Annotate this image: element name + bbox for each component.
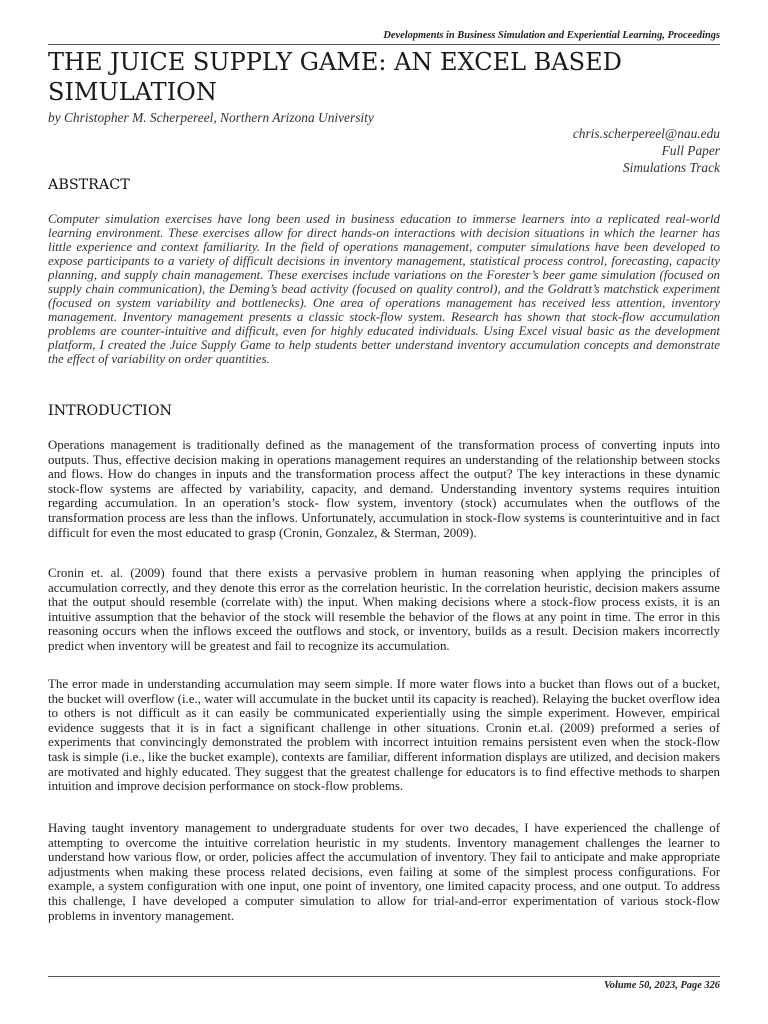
intro-paragraph-1: Operations management is traditionally defined as the management of the transformation process of converting inputs into outputs. Thus, effective decision making in operations management requires an understanding of the relationship between stocks and flows. How do changes in inputs and the transformation process affect the output? The key interactions in these dynamic stock-flow systems are affected by variability, capacity, and demand. Understanding inventory systems requires intuition regarding accumulation. In an operation’s stock- flow system, inventory (stock) accumulates when the outflows of the transformation process are less than the inflows. Unfortunately, accumulation in stock-flow systems is counterintuitive and in fact difficult for even the most educated to grasp (Cronin, Gonzalez, & Sterman, 2009). xyxy=(48,438,720,540)
intro-paragraph-2: Cronin et. al. (2009) found that there exists a pervasive problem in human reasoning when applying the principles of accumulation correctly, and they denote this error as the correlation heuristic. In the correlation heuristic, decision makers assume that the output should resemble (correlate with) the input. When making decisions where a stock-flow process exists, it is an intuitive assumption that the behavior of the stock will resemble the behavior of the flows at any point in time. The error in this reasoning occurs when the inflows exceed the outflows and stock, or inventory, builds as a result. Decision makers incorrectly predict when inventory will be greatest and fail to recognize its accumulation. xyxy=(48,566,720,653)
running-header: Developments in Business Simulation and Experiential Learning, Proceedings xyxy=(383,30,720,41)
intro-paragraph-4: Having taught inventory management to undergraduate students for over two decades, I have experienced the challenge of attempting to overcome the intuitive correlation heuristic in my students. Inventory management challenges the learner to understand how various flow, or order, policies affect the accumulation of inventory. They fail to anticipate and make appropriate adjustments when making these process related decisions, even failing at some of the simplest process configurations. For example, a system configuration with one input, one point of inventory, one limited capacity process, and one output. To address this challenge, I have developed a computer simulation to allow for trial-and-error experimentation of various stock-flow problems in inventory management. xyxy=(48,821,720,923)
page-footer: Volume 50, 2023, Page 326 xyxy=(603,980,720,991)
paper-title: THE JUICE SUPPLY GAME: AN EXCEL BASED SIMULATION xyxy=(48,48,622,106)
footer-divider xyxy=(48,976,720,977)
abstract-heading: ABSTRACT xyxy=(48,177,130,193)
author-email: chris.scherpereel@nau.edu xyxy=(572,126,720,141)
paper-track: Simulations Track xyxy=(622,160,720,175)
author-contact-block xyxy=(420,125,720,176)
author-byline: by Christopher M. Scherpereel, Northern Arizona University xyxy=(48,110,374,125)
intro-paragraph-3: The error made in understanding accumulation may seem simple. If more water flows into a bucket than flows out of a bucket, the bucket will overflow (i.e., water will accumulate in the bucket until its capacity is reached). Relaying the bucket overflow idea to others is not difficult as it can easily be communicated experientially using the simple experiment. However, empirical evidence suggests that it is in fact a significant challenge in other situations. Cronin et.al. (2009) preformed a series of experiments that convincingly demonstrated the problem with incorrect intuition remains persistent even when the stock-flow task is simple (i.e., like the bucket example), contexts are familiar, different information displays are utilized, and decision makers are motivated and highly educated. They suggest that the greatest challenge for educators is to find effective methods to sharpen intuition and improve decision performance on stock-flow problems. xyxy=(48,677,720,794)
abstract-text: Computer simulation exercises have long been used in business education to immerse learners into a replicated real-world learning environment. These exercises allow for direct hands-on interactions with decision situations in which the learner has little experience and context familiarity. In the field of operations management, computer simulations have been developed to expose participants to a variety of difficult decisions in inventory management, statistical process control, forecasting, capacity planning, and supply chain management. These exercises include variations on the Forester’s beer game simulation (focused on supply chain communication), the Deming’s bead activity (focused on quality control), and the Goldratt’s matchstick experiment (focused on system variability and bottlenecks). One area of operations management has received less attention, inventory management. Inventory management presents a classic stock-flow system. Research has shown that stock-flow accumulation problems are counter-intuitive and difficult, even for highly educated individuals. Using Excel visual basic as the development platform, I created the Juice Supply Game to help students better understand inventory accumulation concepts and demonstrate the effect of variability on order quantities. xyxy=(48,212,720,366)
introduction-heading: INTRODUCTION xyxy=(48,403,173,419)
header-divider xyxy=(48,44,720,45)
paper-type: Full Paper xyxy=(661,143,720,158)
